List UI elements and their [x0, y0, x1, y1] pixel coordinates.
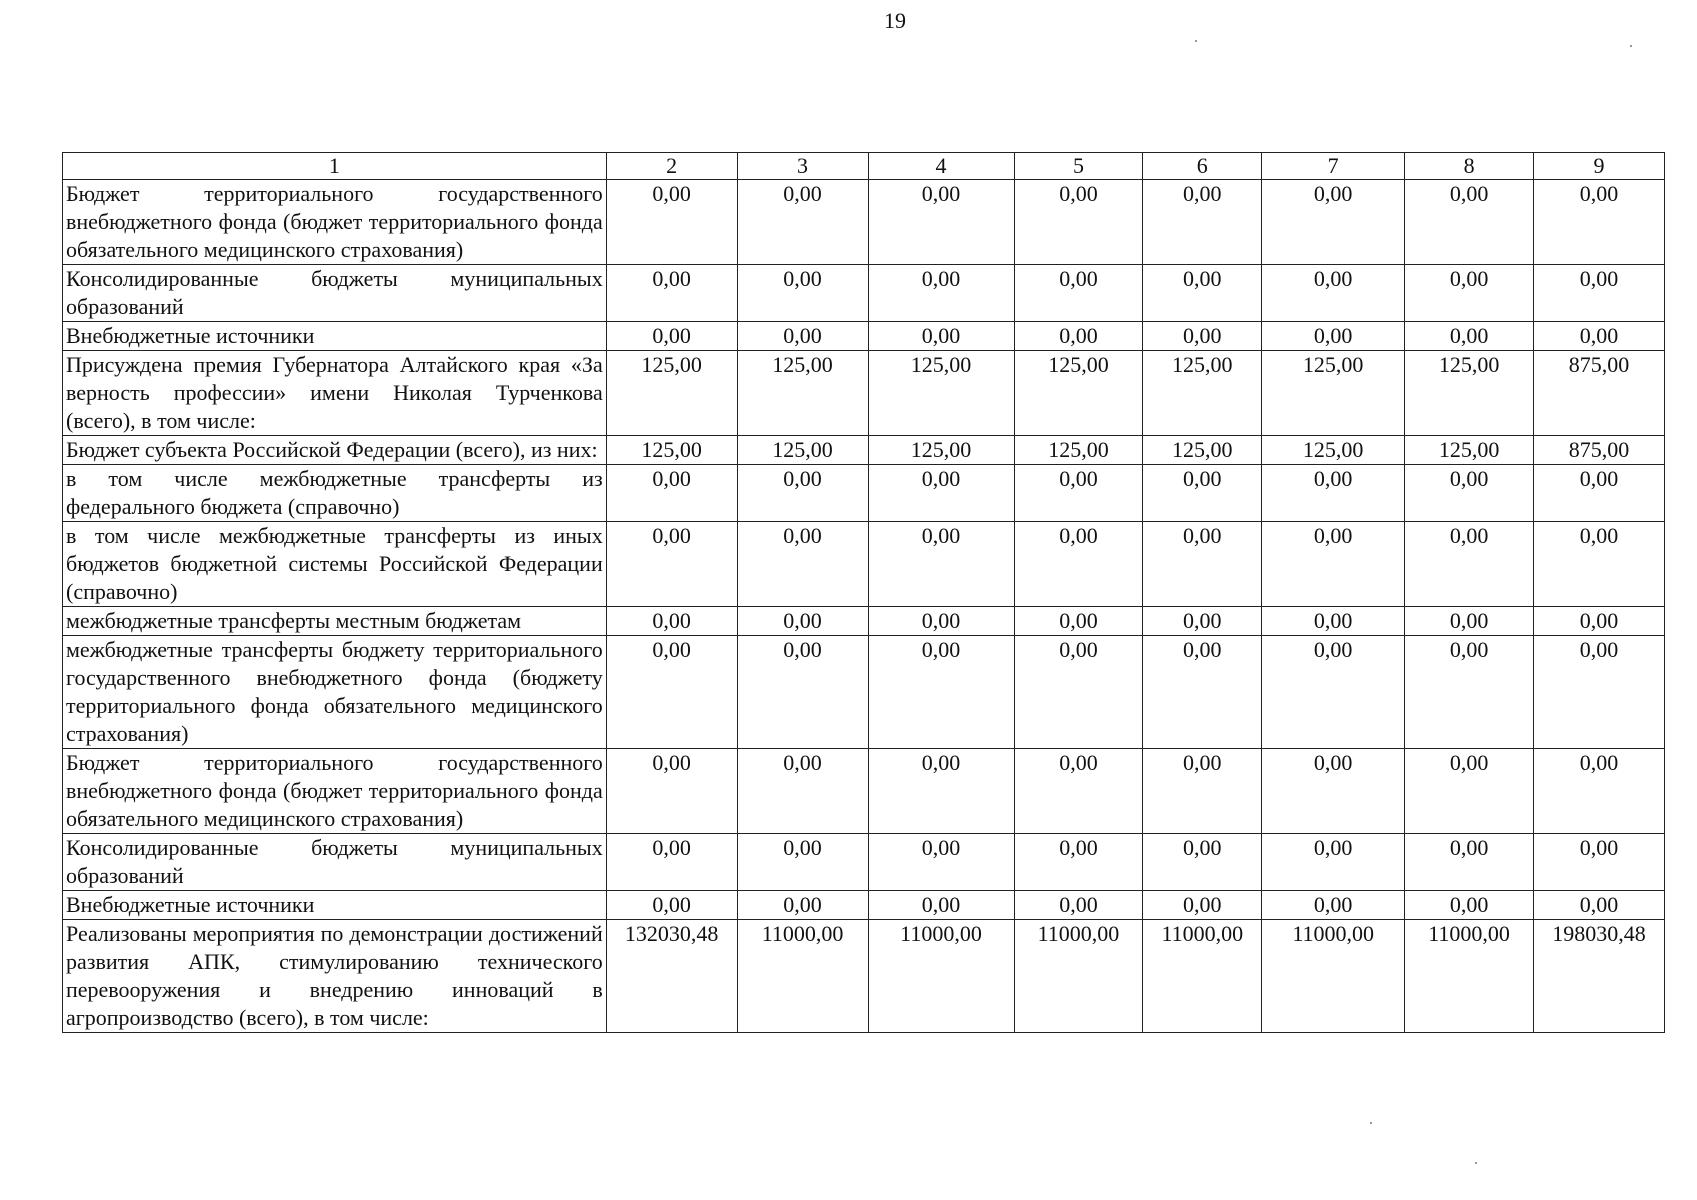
value-cell: 0,00	[1405, 465, 1534, 522]
value-cell: 0,00	[1405, 522, 1534, 607]
value-cell: 125,00	[1262, 351, 1405, 436]
column-header: 8	[1405, 153, 1534, 180]
value-cell: 0,00	[1534, 265, 1665, 322]
value-cell: 0,00	[1262, 607, 1405, 636]
value-cell: 0,00	[1143, 636, 1262, 749]
value-cell: 875,00	[1534, 351, 1665, 436]
table-body	[63, 180, 1665, 1033]
value-cell: 0,00	[606, 522, 737, 607]
row-label: Консолидированные бюджеты муниципальных образований	[63, 265, 607, 322]
row-label: межбюджетные трансферты бюджету территориального государственного внебюджетного фонда (бюджету территориального фонда обязательного медицинского страхования)	[63, 636, 607, 749]
table-row	[63, 322, 1665, 351]
column-header: 3	[737, 153, 868, 180]
value-cell: 125,00	[868, 436, 1014, 465]
value-cell: 0,00	[1143, 322, 1262, 351]
value-cell: 0,00	[737, 465, 868, 522]
value-cell: 0,00	[1534, 522, 1665, 607]
scan-speck	[1195, 40, 1197, 42]
value-cell: 0,00	[1405, 265, 1534, 322]
value-cell: 0,00	[1014, 180, 1143, 265]
value-cell: 11000,00	[1014, 920, 1143, 1033]
value-cell: 11000,00	[737, 920, 868, 1033]
table-row	[63, 180, 1665, 265]
table-row	[63, 636, 1665, 749]
budget-table	[62, 152, 1665, 1033]
row-label: Консолидированные бюджеты муниципальных образований	[63, 834, 607, 891]
value-cell: 0,00	[1405, 607, 1534, 636]
value-cell: 0,00	[737, 265, 868, 322]
value-cell: 0,00	[737, 522, 868, 607]
value-cell: 0,00	[868, 834, 1014, 891]
value-cell: 0,00	[1534, 834, 1665, 891]
value-cell: 125,00	[1405, 436, 1534, 465]
value-cell: 0,00	[1405, 180, 1534, 265]
value-cell: 0,00	[1534, 322, 1665, 351]
table-row	[63, 891, 1665, 920]
value-cell: 0,00	[1405, 322, 1534, 351]
value-cell: 0,00	[1262, 322, 1405, 351]
value-cell: 0,00	[1534, 636, 1665, 749]
value-cell: 0,00	[606, 265, 737, 322]
value-cell: 0,00	[868, 636, 1014, 749]
value-cell: 0,00	[606, 636, 737, 749]
value-cell: 0,00	[1014, 522, 1143, 607]
value-cell: 0,00	[737, 180, 868, 265]
value-cell: 0,00	[1143, 522, 1262, 607]
value-cell: 0,00	[1262, 522, 1405, 607]
value-cell: 125,00	[1014, 351, 1143, 436]
value-cell: 0,00	[1014, 891, 1143, 920]
value-cell: 875,00	[1534, 436, 1665, 465]
value-cell: 0,00	[868, 522, 1014, 607]
value-cell: 0,00	[606, 322, 737, 351]
value-cell: 125,00	[868, 351, 1014, 436]
value-cell: 0,00	[868, 607, 1014, 636]
column-header: 9	[1534, 153, 1665, 180]
value-cell: 0,00	[1143, 834, 1262, 891]
value-cell: 11000,00	[1262, 920, 1405, 1033]
value-cell: 0,00	[1262, 636, 1405, 749]
column-header: 6	[1143, 153, 1262, 180]
value-cell: 0,00	[1262, 265, 1405, 322]
value-cell: 0,00	[1405, 636, 1534, 749]
header-row	[63, 153, 1665, 180]
value-cell: 0,00	[1143, 891, 1262, 920]
value-cell: 0,00	[1405, 834, 1534, 891]
value-cell: 0,00	[1262, 891, 1405, 920]
value-cell: 125,00	[1143, 436, 1262, 465]
table-row	[63, 436, 1665, 465]
scan-speck	[1475, 1162, 1477, 1164]
value-cell: 0,00	[1143, 749, 1262, 834]
row-label: Бюджет территориального государственного внебюджетного фонда (бюджет территориального фонда обязательного медицинского страхования)	[63, 180, 607, 265]
value-cell: 0,00	[1014, 607, 1143, 636]
value-cell: 0,00	[1143, 180, 1262, 265]
value-cell: 0,00	[1534, 465, 1665, 522]
value-cell: 0,00	[606, 891, 737, 920]
value-cell: 0,00	[1405, 749, 1534, 834]
value-cell: 0,00	[1143, 265, 1262, 322]
value-cell: 11000,00	[1405, 920, 1534, 1033]
scan-speck	[1370, 1122, 1372, 1124]
value-cell: 0,00	[737, 636, 868, 749]
scan-speck	[1630, 45, 1632, 47]
value-cell: 0,00	[868, 265, 1014, 322]
value-cell: 0,00	[868, 891, 1014, 920]
value-cell: 0,00	[606, 465, 737, 522]
row-label: Внебюджетные источники	[63, 891, 607, 920]
value-cell: 11000,00	[868, 920, 1014, 1033]
value-cell: 125,00	[737, 436, 868, 465]
value-cell: 0,00	[606, 749, 737, 834]
value-cell: 0,00	[1534, 749, 1665, 834]
value-cell: 132030,48	[606, 920, 737, 1033]
value-cell: 0,00	[1534, 180, 1665, 265]
value-cell: 0,00	[737, 607, 868, 636]
table-row	[63, 351, 1665, 436]
table-row	[63, 465, 1665, 522]
value-cell: 0,00	[1014, 322, 1143, 351]
value-cell: 0,00	[1262, 180, 1405, 265]
value-cell: 11000,00	[1143, 920, 1262, 1033]
value-cell: 125,00	[1405, 351, 1534, 436]
value-cell: 0,00	[737, 834, 868, 891]
column-header: 5	[1014, 153, 1143, 180]
row-label: Внебюджетные источники	[63, 322, 607, 351]
value-cell: 0,00	[1405, 891, 1534, 920]
value-cell: 125,00	[1143, 351, 1262, 436]
page-number: 19	[884, 8, 906, 33]
column-header: 2	[606, 153, 737, 180]
table-row	[63, 522, 1665, 607]
value-cell: 0,00	[868, 180, 1014, 265]
value-cell: 0,00	[1014, 749, 1143, 834]
row-label: Реализованы мероприятия по демонстрации достижений развития АПК, стимулированию технического перевооружения и внедрению инноваций в агропроизводство (всего), в том числе:	[63, 920, 607, 1033]
table-row	[63, 749, 1665, 834]
row-label: в том числе межбюджетные трансферты из иных бюджетов бюджетной системы Российской Федерации (справочно)	[63, 522, 607, 607]
column-header: 1	[63, 153, 607, 180]
value-cell: 0,00	[868, 749, 1014, 834]
value-cell: 125,00	[1014, 436, 1143, 465]
value-cell: 0,00	[1534, 891, 1665, 920]
value-cell: 0,00	[868, 322, 1014, 351]
table-row	[63, 834, 1665, 891]
value-cell: 0,00	[1014, 265, 1143, 322]
value-cell: 125,00	[606, 351, 737, 436]
row-label: Бюджет субъекта Российской Федерации (всего), из них:	[63, 436, 607, 465]
value-cell: 0,00	[606, 607, 737, 636]
table-row	[63, 920, 1665, 1033]
value-cell: 198030,48	[1534, 920, 1665, 1033]
value-cell: 0,00	[737, 322, 868, 351]
value-cell: 0,00	[868, 465, 1014, 522]
value-cell: 0,00	[1262, 465, 1405, 522]
value-cell: 0,00	[1014, 834, 1143, 891]
value-cell: 0,00	[1014, 636, 1143, 749]
value-cell: 0,00	[1143, 607, 1262, 636]
value-cell: 125,00	[606, 436, 737, 465]
table-row	[63, 265, 1665, 322]
column-header: 4	[868, 153, 1014, 180]
table-row	[63, 607, 1665, 636]
row-label: Присуждена премия Губернатора Алтайского края «За верность профессии» имени Николая Турченкова (всего), в том числе:	[63, 351, 607, 436]
value-cell: 0,00	[1143, 465, 1262, 522]
value-cell: 0,00	[1534, 607, 1665, 636]
value-cell: 0,00	[606, 834, 737, 891]
value-cell: 0,00	[1262, 749, 1405, 834]
row-label: межбюджетные трансферты местным бюджетам	[63, 607, 607, 636]
row-label: Бюджет территориального государственного внебюджетного фонда (бюджет территориального фонда обязательного медицинского страхования)	[63, 749, 607, 834]
value-cell: 0,00	[606, 180, 737, 265]
value-cell: 0,00	[737, 891, 868, 920]
value-cell: 0,00	[1262, 834, 1405, 891]
value-cell: 0,00	[1014, 465, 1143, 522]
row-label: в том числе межбюджетные трансферты из федерального бюджета (справочно)	[63, 465, 607, 522]
column-header: 7	[1262, 153, 1405, 180]
value-cell: 125,00	[1262, 436, 1405, 465]
value-cell: 0,00	[737, 749, 868, 834]
value-cell: 125,00	[737, 351, 868, 436]
